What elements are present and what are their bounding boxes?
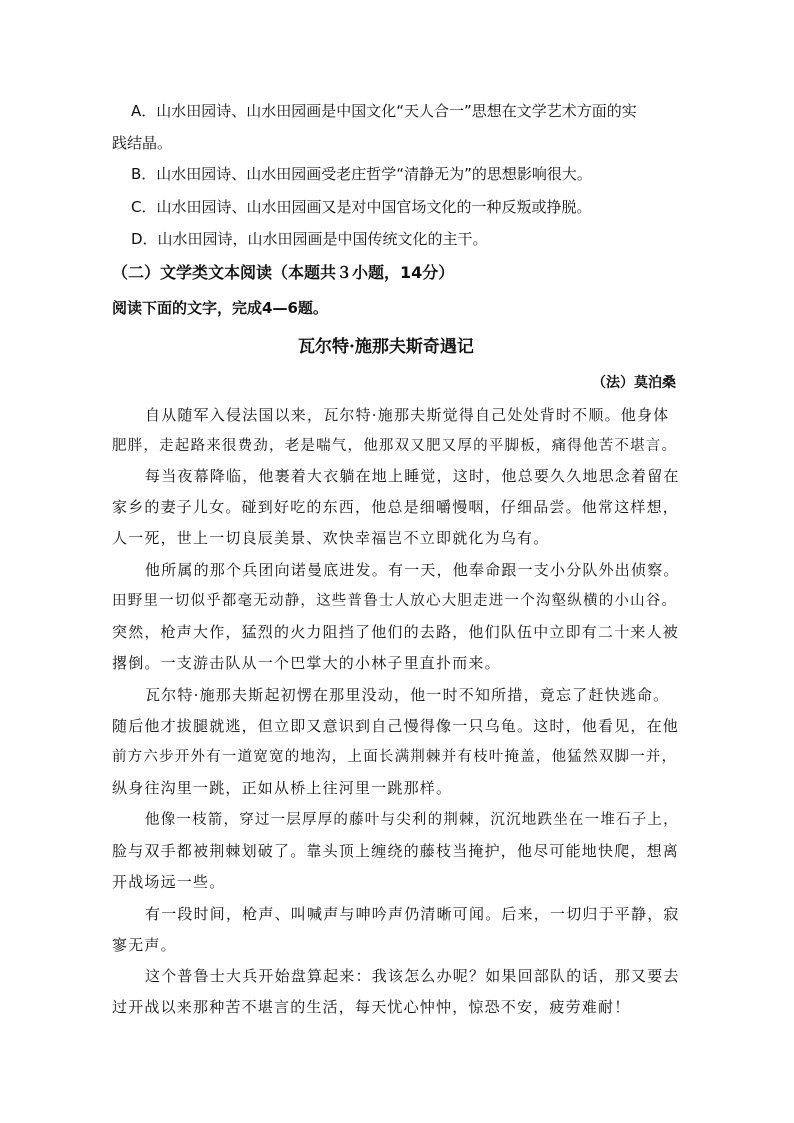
- article-title: 瓦尔特·施那夫斯奇遇记: [298, 337, 474, 357]
- article-line: 有一段时间，枪声、叫喊声与呻吟声仍清晰可闻。后来，一切归于平静，寂: [145, 905, 680, 923]
- article-line: 人一死，世上一切良辰美景、欢快幸福岂不立即就化为乌有。: [112, 529, 550, 547]
- option-b: B．山水田园诗、山水田园画受老庄哲学“清静无为”的思想影响很大。: [131, 165, 592, 183]
- article-line: 自从随军入侵法国以来，瓦尔特·施那夫斯觉得自己处处背时不顺。他身体: [145, 406, 670, 424]
- article-line: 田野里一切似乎都毫无动静，这些普鲁士人放心大胆走进一个沟壑纵横的小山谷。: [112, 593, 678, 609]
- article-line: 脸与双手都被荆棘划破了。靠头顶上缠绕的藤枝当掩护，他尽可能地快爬，想离: [112, 842, 680, 860]
- section-heading: （二）文学类文本阅读（本题共３小题，14分）: [112, 263, 455, 282]
- article-line: 他所属的那个兵团向诺曼底进发。有一天，他奉命跟一支小分队外出侦察。: [145, 561, 680, 579]
- article-line: 每当夜幕降临，他裹着大衣躺在地上睡觉，这时，他总要久久地思念着留在: [145, 467, 680, 485]
- article-line: 纵身往沟里一跳，正如从桥上往河里一跳那样。: [112, 779, 453, 797]
- article-line: 这个普鲁士大兵开始盘算起来：我该怎么办呢？如果回部队的话，那又要去: [145, 967, 680, 985]
- article-line: 随后他才拔腿就逃，但立即又意识到自己慢得像一只乌龟。这时，他看见，在他: [112, 717, 680, 735]
- article-line: 过开战以来那种苦不堪言的生活，每天忧心忡忡，惊恐不安，疲劳难耐！: [112, 998, 631, 1016]
- article-line: 前方六步开外有一道宽宽的地沟，上面长满荆棘并有枝叶掩盖，他猛然双脚一并，: [112, 749, 678, 765]
- article-line: 肥胖，走起路来很费劲，老是喘气，他那双又肥又厚的平脚板，痛得他苦不堪言。: [112, 438, 678, 454]
- article-line: 突然，枪声大作，猛烈的火力阻挡了他们的去路，他们队伍中立即有二十来人被: [112, 623, 680, 641]
- section-instruction: 阅读下面的文字，完成4—6题。: [112, 299, 328, 317]
- option-a-line-1: A．山水田园诗、山水田园画是中国文化“天人合一”思想在文学艺术方面的实: [131, 102, 637, 120]
- article-author: （法）莫泊桑: [592, 375, 676, 391]
- option-a-line-2: 践结晶。: [112, 134, 173, 152]
- article-line: 开战场远一些。: [112, 873, 226, 891]
- article-line: 撂倒。一支游击队从一个巴掌大的小林子里直扑而来。: [112, 654, 501, 672]
- option-d: D．山水田园诗，山水田园画是中国传统文化的主干。: [131, 230, 488, 248]
- option-c: C．山水田园诗、山水田园画又是对中国官场文化的一种反叛或挣脱。: [131, 198, 592, 216]
- article-line: 瓦尔特·施那夫斯起初愣在那里没动，他一时不知所措，竟忘了赶快逃命。: [145, 686, 670, 704]
- article-line: 他像一枝箭，穿过一层厚厚的藤叶与尖利的荆棘，沉沉地跌坐在一堆石子上，: [145, 812, 679, 828]
- article-line: 寥无声。: [112, 936, 177, 954]
- article-line: 家乡的妻子儿女。碰到好吃的东西，他总是细嚼慢咽，仔细品尝。他常这样想，: [112, 498, 680, 516]
